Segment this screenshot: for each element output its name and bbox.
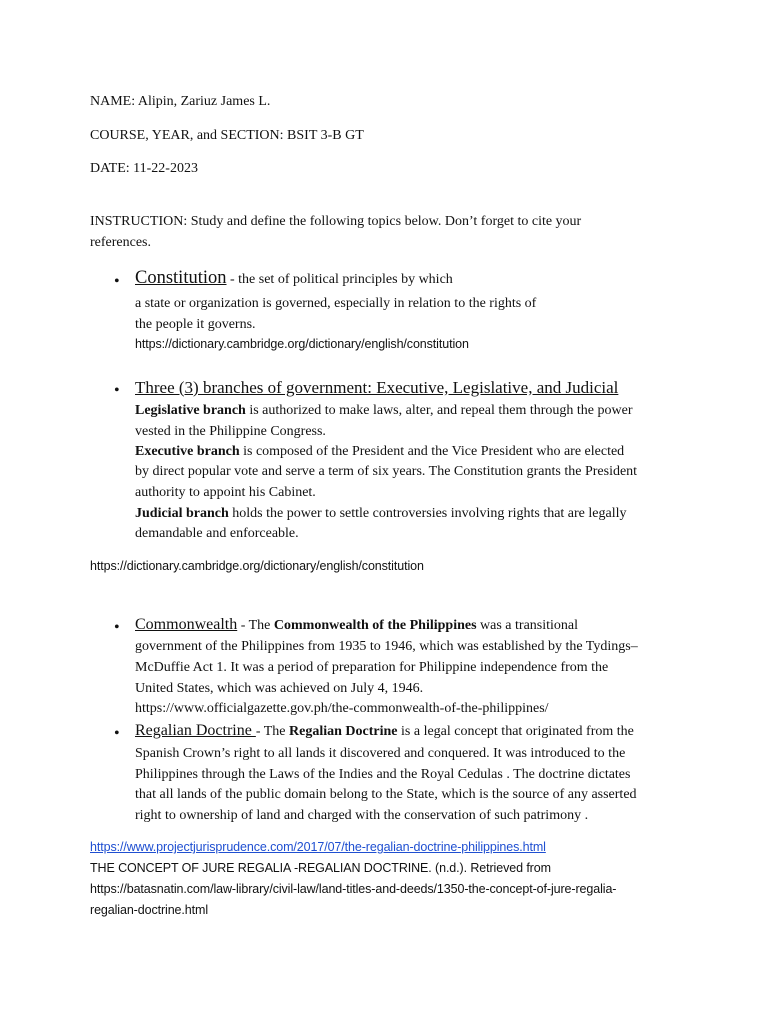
commonwealth-line-2: government of the Philippines from 1935 to 1946, which was established by the Tydings– [135,639,638,654]
reference-line-2: https://batasnatin.com/law-library/civil-law/land-titles-and-deeds/1350-the-concept-of-jure-regalia- [90,882,617,896]
student-name: NAME: Alipin, Zariuz James L. [90,94,271,109]
instruction-line-2: references. [90,235,152,250]
legislative-line-2: vested in the Philippine Congress. [135,424,326,439]
bullet-icon: • [114,619,120,636]
legislative-line-1: Legislative branch is authorized to make laws, alter, and repeal them through the power [135,403,633,418]
projectjurisprudence-link[interactable]: https://www.projectjurisprudence.com/2017/07/the-regalian-doctrine-philippines.html [90,840,546,854]
bullet-icon: • [114,273,120,290]
executive-term: Executive branch [135,444,240,459]
regalian-line-3: Philippines through the Laws of the Indies and the Royal Cedulas . The doctrine dictates [135,767,631,782]
regalian-line-4: that all lands of the public domain belong to the State, which is the source of any asserted [135,787,637,802]
constitution-definition-line-1: Constitution - the set of political principles by which [135,268,453,288]
constitution-term: Constitution [135,268,227,288]
instruction-line-1: INSTRUCTION: Study and define the following topics below. Don’t forget to cite your [90,214,582,229]
bullet-icon: • [114,382,120,399]
regalian-line-1: Regalian Doctrine - The Regalian Doctrine is a legal concept that originated from the [135,722,634,739]
commonwealth-line-4: United States, which was achieved on July 4, 1946. [135,681,424,696]
reference-line-3: regalian-doctrine.html [90,903,208,917]
regalian-term: Regalian Doctrine [135,722,256,739]
reference-line-1: THE CONCEPT OF JURE REGALIA -REGALIAN DOCTRINE. (n.d.). Retrieved from [90,861,551,875]
reference-link-paragraph [90,837,546,859]
constitution-definition-line-2: a state or organization is governed, especially in relation to the rights of [135,296,537,311]
commonwealth-term: Commonwealth [135,616,238,633]
course-year-section: COURSE, YEAR, and SECTION: BSIT 3-B GT [90,128,364,143]
legislative-term: Legislative branch [135,403,246,418]
commonwealth-line-3: McDuffie Act 1. It was a period of preparation for Philippine independence from the [135,660,609,675]
regalian-line-5: right to ownership of land and charged with the conservation of such patrimony . [135,808,589,823]
judicial-term: Judicial branch [135,506,229,521]
branches-reference: https://dictionary.cambridge.org/dictionary/english/constitution [90,559,424,573]
date-line: DATE: 11-22-2023 [90,161,198,176]
executive-line-1: Executive branch is composed of the President and the Vice President who are elected [135,444,625,459]
executive-line-3: authority to appoint his Cabinet. [135,485,316,500]
constitution-reference: https://dictionary.cambridge.org/dictionary/english/constitution [135,337,469,351]
judicial-line-1: Judicial branch holds the power to settle controversies involving rights that are legally [135,506,627,521]
commonwealth-reference: https://www.officialgazette.gov.ph/the-commonwealth-of-the-philippines/ [135,701,549,716]
regalian-line-2: Spanish Crown’s right to all lands it discovered and conquered. It was introduced to the [135,746,626,761]
executive-line-2: by direct popular vote and serve a term of six years. The Constitution grants the President [135,464,638,479]
bullet-icon: • [114,725,120,742]
constitution-definition-line-3: the people it governs. [135,317,256,332]
judicial-line-2: demandable and enforceable. [135,526,299,541]
commonwealth-line-1: Commonwealth - The Commonwealth of the Philippines was a transitional [135,616,579,633]
branches-heading: Three (3) branches of government: Executive, Legislative, and Judicial [135,378,619,397]
